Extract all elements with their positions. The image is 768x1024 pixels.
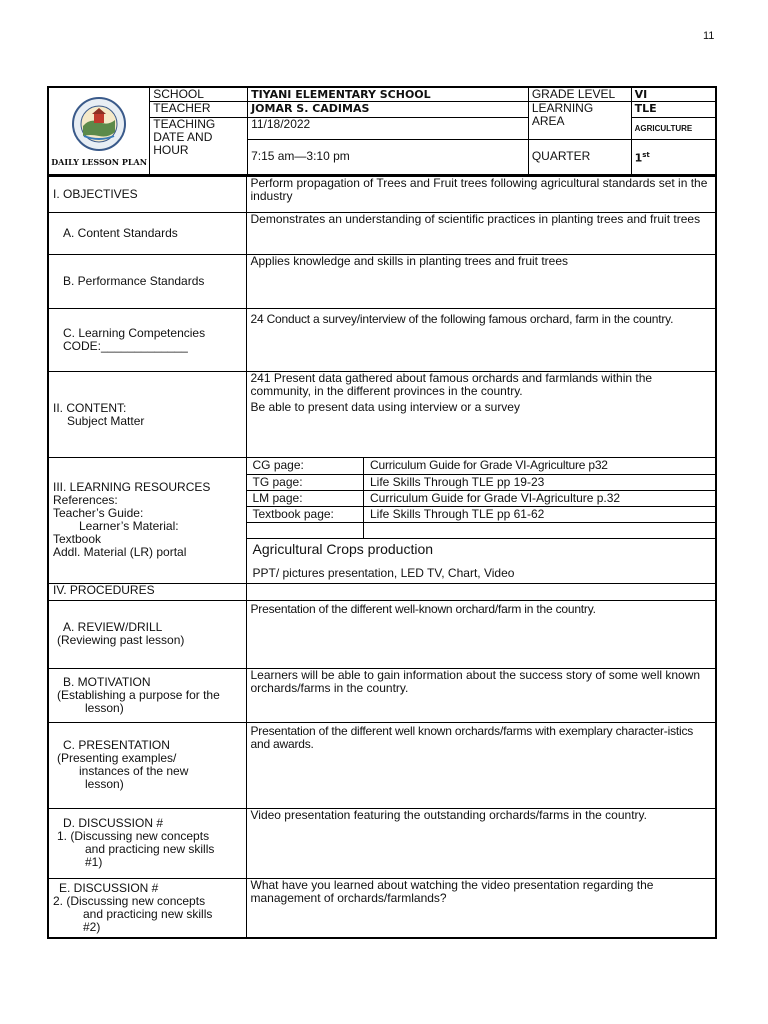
content-standards-text: Demonstrates an understanding of scientific practices in planting trees and fruit trees [246,213,716,255]
learning-resources-label: III. LEARNING RESOURCES References: Teacher’s Guide: Learner’s Material: Textbook Addl. Material (LR) portal [48,458,246,584]
objectives-label: I. OBJECTIVES [48,177,246,213]
resources-extra-1: Agricultural Crops production [252,540,434,557]
discussion-1-text: Video presentation featuring the outstanding orchards/farms in the country. [246,808,716,878]
review-label: A. REVIEW/DRILL (Reviewing past lesson) [48,600,246,668]
empty-resource-label [247,522,364,538]
tg-page-label: TG page: [247,474,364,490]
learning-competencies-text: 24 Conduct a survey/interview of the following famous orchard, farm in the country. [246,309,716,372]
area-value: TLE [631,102,716,117]
cg-page-value: Curriculum Guide for Grade VI-Agriculture p32 [364,458,716,474]
discussion-2-text: What have you learned about watching the video presentation regarding the management of orchards/farmlands? [246,878,716,938]
time-value: 7:15 am—3:10 pm [248,139,529,175]
objectives-text: Perform propagation of Trees and Fruit trees following agricultural standards set in the industry [246,177,716,213]
textbook-page-value: Life Skills Through TLE pp 61-62 [364,506,716,522]
presentation-label: C. PRESENTATION (Presenting examples/ instances of the new lesson) [48,722,246,808]
content-standards-label: A. Content Standards [48,213,246,255]
area-sub-value: AGRICULTURE [631,117,716,139]
content-text: 241 Present data gathered about famous orchards and farmlands within the community, in the different provinces in the country. Be able to present data using interview or a survey [246,372,716,458]
subject-matter-label: Subject Matter [67,413,145,428]
tg-page-value: Life Skills Through TLE pp 19-23 [364,474,716,490]
header-table [47,86,717,176]
date-value: 11/18/2022 [248,117,529,139]
motivation-label: B. MOTIVATION (Establishing a purpose for the lesson) [48,668,246,722]
quarter-label: QUARTER [528,139,631,175]
lm-page-label: LM page: [247,490,364,506]
learning-resources-cell [246,458,716,584]
cg-page-label: CG page: [247,458,364,474]
performance-standards-text: Applies knowledge and skills in planting trees and fruit trees [246,255,716,309]
lm-page-value: Curriculum Guide for Grade VI-Agriculture p.32 [364,490,716,506]
resources-table [247,458,716,539]
textbook-page-label: Textbook page: [247,506,364,522]
school-label: SCHOOL [150,87,248,102]
procedures-label: IV. PROCEDURES [48,583,246,600]
logo-cell [48,87,150,175]
grade-label: GRADE LEVEL [528,87,631,102]
document-title: DAILY LESSON PLAN [51,156,148,167]
quarter-value: 1st [631,139,716,175]
page-number: 11 [703,30,715,42]
area-label: LEARNING AREA [528,102,631,140]
presentation-text: Presentation of the different well known orchards/farms with exemplary character-istics and awards. [246,722,716,808]
learning-competencies-label: C. Learning Competencies CODE:_____________ [48,309,246,372]
teacher-label: TEACHER [150,102,248,117]
content-label: II. CONTENT: Subject Matter [48,372,246,458]
lesson-plan-table [47,176,717,939]
performance-standards-label: B. Performance Standards [48,255,246,309]
school-seal-icon [70,96,128,152]
discussion-1-label: D. DISCUSSION # 1. (Discussing new concepts and practicing new skills #1) [48,808,246,878]
resources-extra-2: PPT/ pictures presentation, LED TV, Chart, Video [252,565,515,580]
teacher-value: JOMAR S. CADIMAS [248,102,529,117]
discussion-2-label: E. DISCUSSION # 2. (Discussing new concepts and practicing new skills #2) [48,878,246,938]
teaching-date-label: TEACHING DATE AND HOUR [150,117,248,175]
grade-value: VI [631,87,716,102]
competency-code: CODE:_____________ [63,339,188,353]
review-text: Presentation of the different well-known orchard/farm in the country. [246,600,716,668]
motivation-text: Learners will be able to gain information about the success story of some well known orchards/farms in the country. [246,668,716,722]
school-value: TIYANI ELEMENTARY SCHOOL [248,87,529,102]
empty-resource-value [364,522,716,538]
